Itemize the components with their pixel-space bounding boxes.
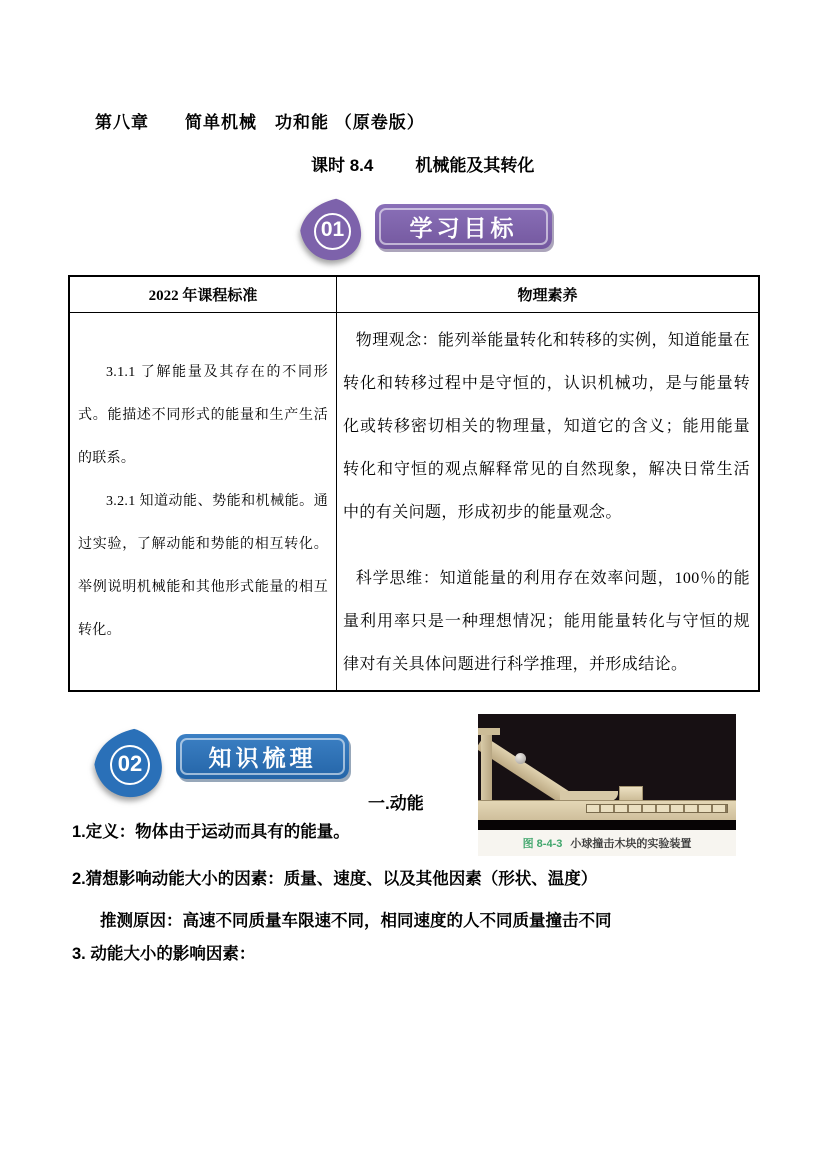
goals-table-header-row (70, 277, 758, 313)
guess-reason-item: 推测原因：高速不同质量车限速不同，相同速度的人不同质量撞击不同 (100, 912, 612, 930)
support-post (481, 732, 492, 802)
figure-caption (478, 830, 736, 856)
steel-ball (515, 753, 526, 764)
section-01-label (375, 204, 552, 249)
standard-paragraph-1: 3.1.1 了解能量及其存在的不同形式。能描述不同形式的能量和生产生活的联系。 (78, 365, 328, 466)
literacy-paragraph-1: 物理观念：能列举能量转化和转移的实例，知道能量在转化和转移过程中是守恒的，认识机械功，是与能量转化或转移密切相关的物理量，知道它的含义；能用能量转化和守恒的观点解释常见的自然现象，解决日常生活中的有关问题，形成初步的能量观念。 (343, 332, 750, 521)
definition-item: 1.定义：物体由于运动而具有的能量。 (72, 823, 350, 841)
chapter-title: 第八章 简单机械 功和能 （原卷版） (95, 113, 425, 132)
section-01-badge (299, 196, 363, 263)
photo-bottom-strip (478, 819, 736, 830)
figure-caption-text: 小球撞击木块的实验装置 (570, 838, 692, 850)
lesson-name: 机械能及其转化 (415, 156, 535, 175)
kinetic-energy-heading: 一.动能 (368, 794, 424, 813)
curriculum-standard-cell (70, 313, 337, 690)
guess-factors-item: 2.猜想影响动能大小的因素：质量、速度、以及其他因素（形状、温度） (72, 870, 598, 888)
section-02-number: 02 (117, 751, 143, 776)
header-curriculum-standard: 2022 年课程标准 (70, 277, 337, 312)
ruler (586, 804, 728, 813)
support-post-cap (478, 728, 500, 735)
standard-paragraph-2: 3.2.1 知道动能、势能和机械能。通过实验，了解动能和势能的相互转化。举例说明机械能和其他形式能量的相互转化。 (78, 494, 328, 638)
section-01-label-text: 学习目标 (409, 215, 518, 241)
header-physics-literacy: 物理素养 (517, 288, 578, 304)
figure-number: 图 8-4-3 (522, 838, 563, 850)
section-02-label (176, 734, 349, 779)
section-02-badge (93, 726, 164, 800)
goals-table-body-row (70, 313, 758, 690)
lesson-label: 课时 8.4 (311, 156, 374, 175)
section-02-label-text: 知识梳理 (208, 745, 317, 771)
wood-block (619, 786, 643, 801)
literacy-paragraph-2: 科学思维：知道能量的利用存在效率问题，100％的能量利用率只是一种理想情况；能用能量转化与守恒的规律对有关具体问题进行科学推理，并形成结论。 (343, 570, 750, 673)
experiment-photo (478, 714, 736, 830)
experiment-figure (478, 714, 736, 856)
section-01-number: 01 (320, 218, 345, 241)
goals-table (68, 275, 760, 692)
physics-literacy-cell (337, 313, 758, 690)
lesson-title (311, 151, 534, 176)
factors-item: 3. 动能大小的影响因素： (72, 945, 256, 963)
